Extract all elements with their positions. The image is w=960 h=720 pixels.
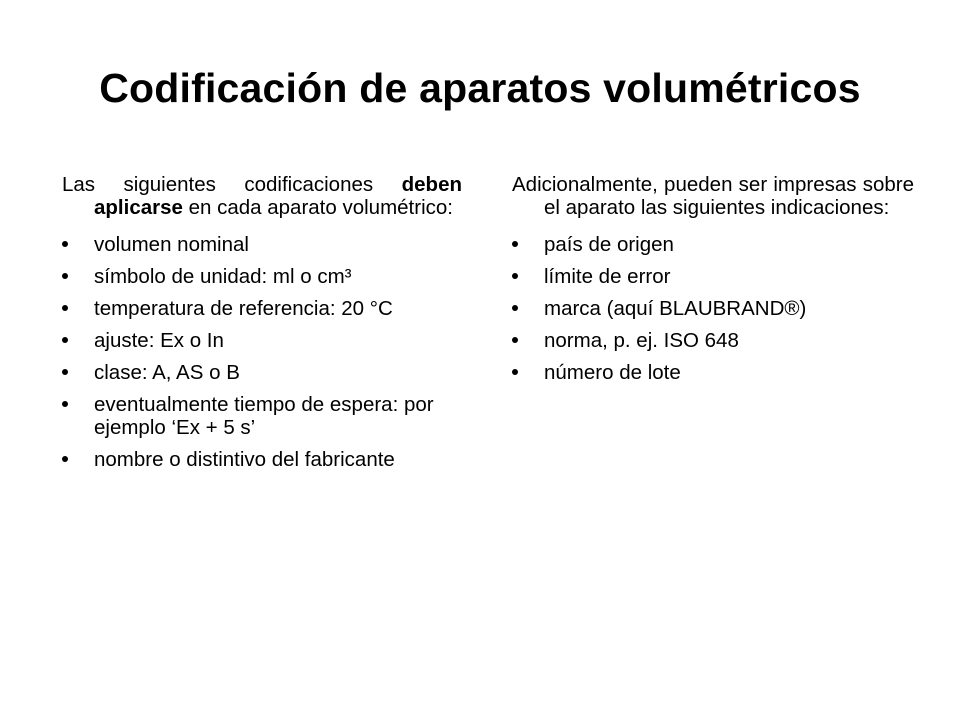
list-item (62, 361, 462, 384)
bullet-icon (62, 241, 68, 247)
left-intro (62, 173, 462, 219)
list-item (512, 329, 914, 352)
right-column (512, 173, 914, 393)
list-item-text: país de origen (544, 233, 674, 256)
list-item-text: símbolo de unidad: ml o cm³ (94, 265, 352, 288)
list-item-text: número de lote (544, 361, 681, 384)
list-item-text: volumen nominal (94, 233, 249, 256)
left-bullet-list (62, 233, 462, 471)
bullet-icon (62, 305, 68, 311)
left-column (62, 173, 462, 480)
bullet-icon (512, 305, 518, 311)
list-item-text: eventualmente tiempo de espera: por ejemplo ‘Ex + 5 s’ (94, 393, 434, 439)
list-item (512, 233, 914, 256)
bullet-icon (512, 273, 518, 279)
list-item-text: marca (aquí BLAUBRAND®) (544, 297, 807, 320)
list-item-text: clase: A, AS o B (94, 361, 240, 384)
list-item (62, 233, 462, 256)
right-intro: Adicionalmente, pueden ser impresas sobre el aparato las siguientes indicaciones: (512, 173, 914, 219)
left-intro-text: Las siguientes codificaciones (62, 173, 402, 196)
bullet-icon (62, 456, 68, 462)
list-item (62, 297, 462, 320)
bullet-icon (62, 369, 68, 375)
list-item-text: nombre o distintivo del fabricante (94, 448, 395, 471)
list-item-text: norma, p. ej. ISO 648 (544, 329, 739, 352)
list-item (62, 393, 462, 439)
bullet-icon (62, 273, 68, 279)
slide-title: Codificación de aparatos volumétricos (99, 65, 861, 111)
list-item-text: ajuste: Ex o In (94, 329, 224, 352)
list-item (62, 265, 462, 288)
list-item (512, 297, 914, 320)
bullet-icon (512, 369, 518, 375)
list-item (512, 361, 914, 384)
list-item (512, 265, 914, 288)
bullet-icon (62, 401, 68, 407)
list-item (62, 329, 462, 352)
list-item-text: temperatura de referencia: 20 °C (94, 297, 393, 320)
right-bullet-list (512, 233, 914, 384)
left-intro-bold: deben aplicarse (94, 173, 462, 219)
list-item (62, 448, 462, 471)
bullet-icon (512, 241, 518, 247)
left-intro-text-end: en cada aparato volumétrico: (182, 196, 453, 219)
bullet-icon (512, 337, 518, 343)
list-item-text: límite de error (544, 265, 671, 288)
bullet-icon (62, 337, 68, 343)
